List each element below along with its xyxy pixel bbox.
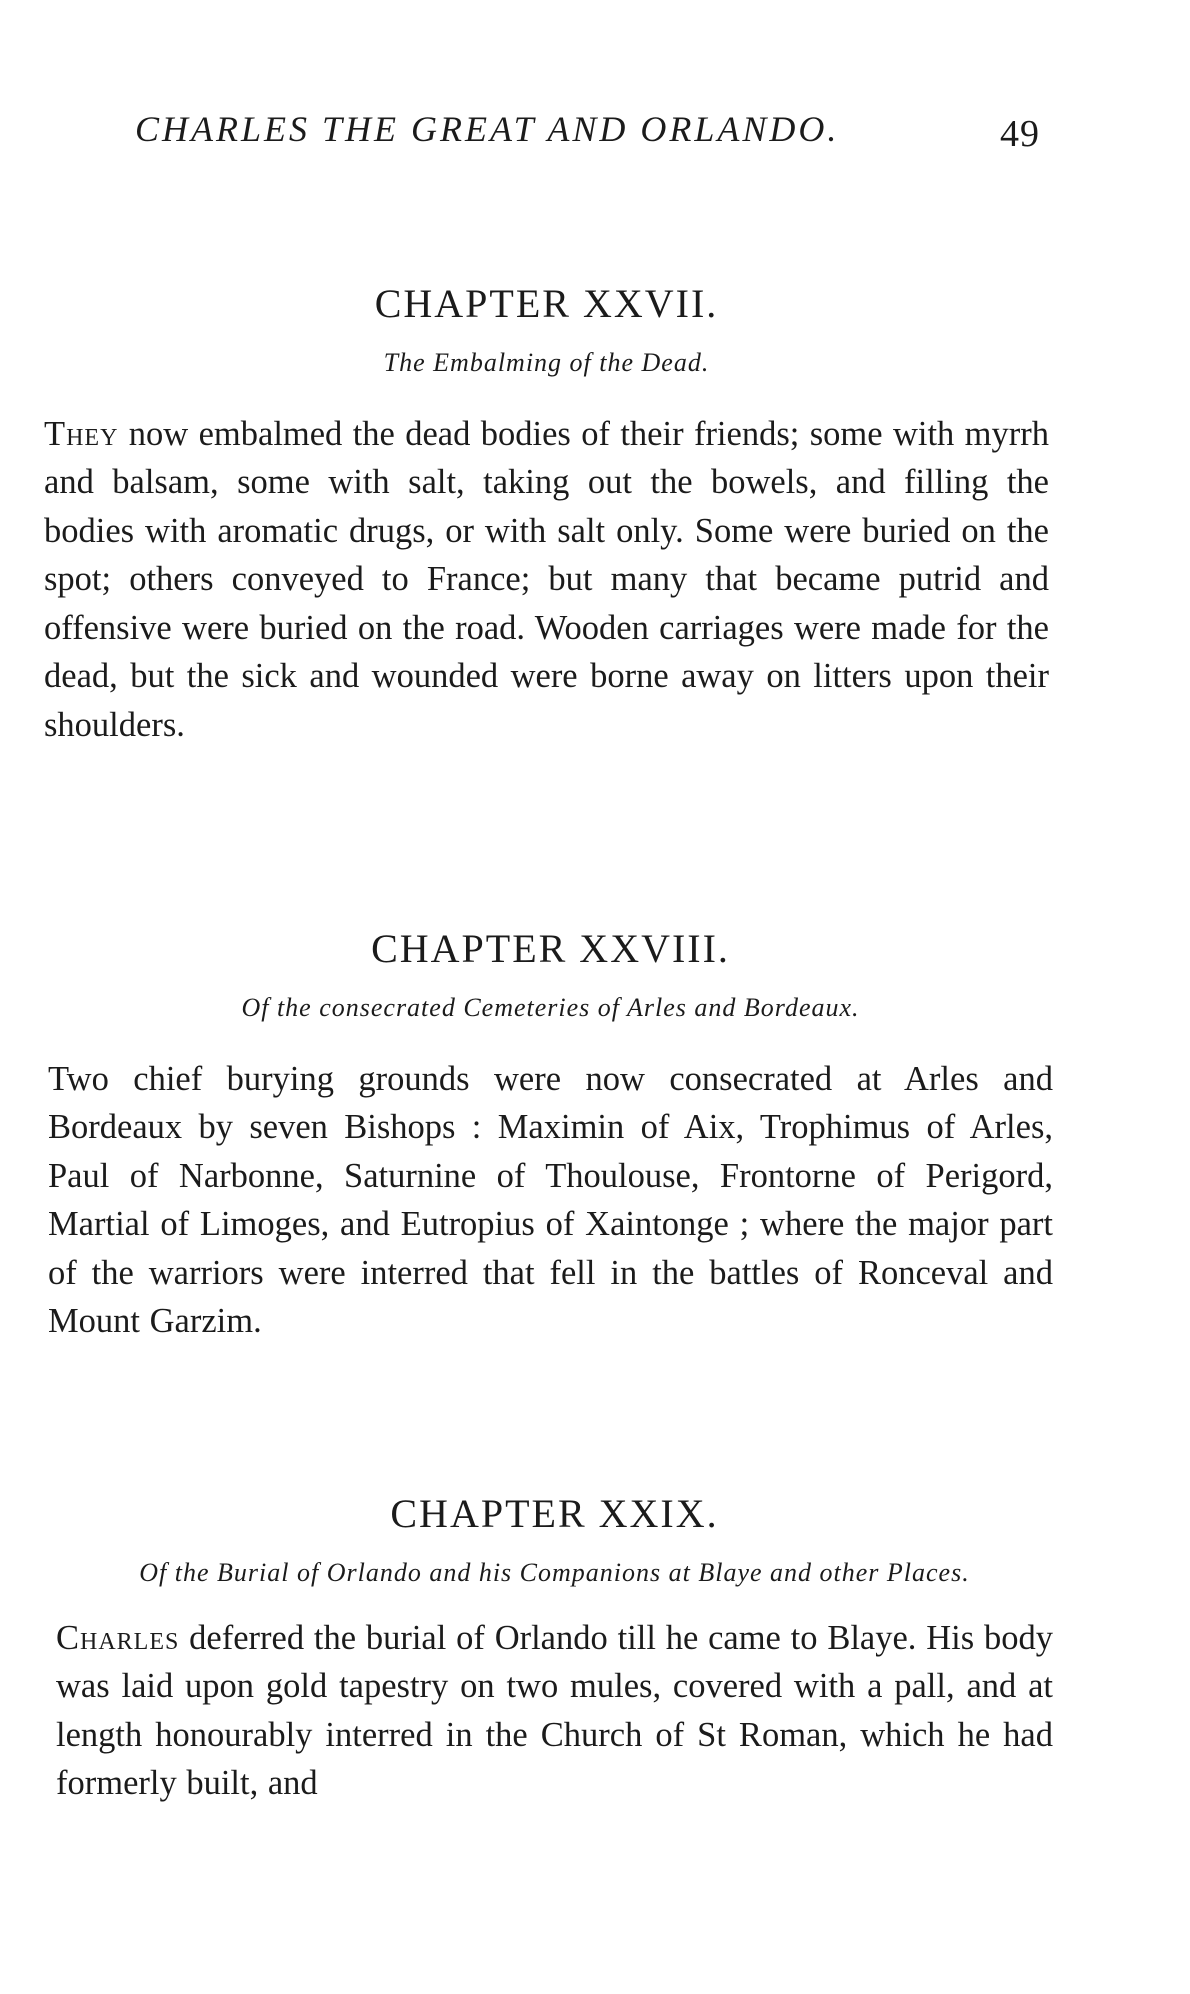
chapter-heading: CHAPTER XXVII. bbox=[374, 281, 719, 326]
chapter-heading: CHAPTER XXIX. bbox=[390, 1491, 719, 1536]
chapter-heading: CHAPTER XXVIII. bbox=[371, 926, 730, 971]
chapter-body bbox=[44, 410, 1049, 750]
chapter-subtitle: The Embalming of the Dead. bbox=[383, 348, 710, 377]
chapter-lead-word: Charles bbox=[56, 1618, 180, 1657]
chapter-xxviii bbox=[48, 925, 1053, 1346]
running-head bbox=[135, 108, 1040, 158]
chapter-xxvii bbox=[44, 280, 1049, 749]
chapter-body-text: now embalmed the dead bodies of their friends; some with myrrh and balsam, some with salt, taking out the bowels, and filling the bodies with aromatic drugs, or with salt only. Some were buried on the spot; others conveyed to France; but many that became putrid and offensive were buried on the road. Wooden carriages were made for the dead, but the sick and wounded were borne away on litters upon their shoulders. bbox=[44, 414, 1049, 744]
chapter-lead-word: They bbox=[44, 414, 119, 453]
chapter-subtitle: Of the Burial of Orlando and his Companions at Blaye and other Places. bbox=[139, 1558, 970, 1587]
chapter-body-text: deferred the burial of Orlando till he came to Blaye. His body was laid upon gold tapestry on two mules, covered with a pall, and at length honourably interred in the Church of St Roman, which he had formerly built, and bbox=[56, 1618, 1053, 1803]
running-title: CHARLES THE GREAT AND ORLANDO. bbox=[135, 109, 840, 149]
chapter-xxix bbox=[56, 1490, 1053, 1808]
page-number: 49 bbox=[1000, 113, 1040, 155]
chapter-body: Two chief burying grounds were now consecrated at Arles and Bordeaux by seven Bishops : Maximin of Aix, Trophimus of Arles, Paul of Narbonne, Saturnine of Thoulouse, Frontorne of Perigord, Martial of Limoges, and Eutropius of Xaintonge ; where the major part of the warriors were interred that fell in the battles of Ronceval and Mount Garzim. bbox=[48, 1059, 1053, 1341]
chapter-subtitle: Of the consecrated Cemeteries of Arles and Bordeaux. bbox=[241, 993, 860, 1022]
chapter-body bbox=[56, 1614, 1053, 1808]
